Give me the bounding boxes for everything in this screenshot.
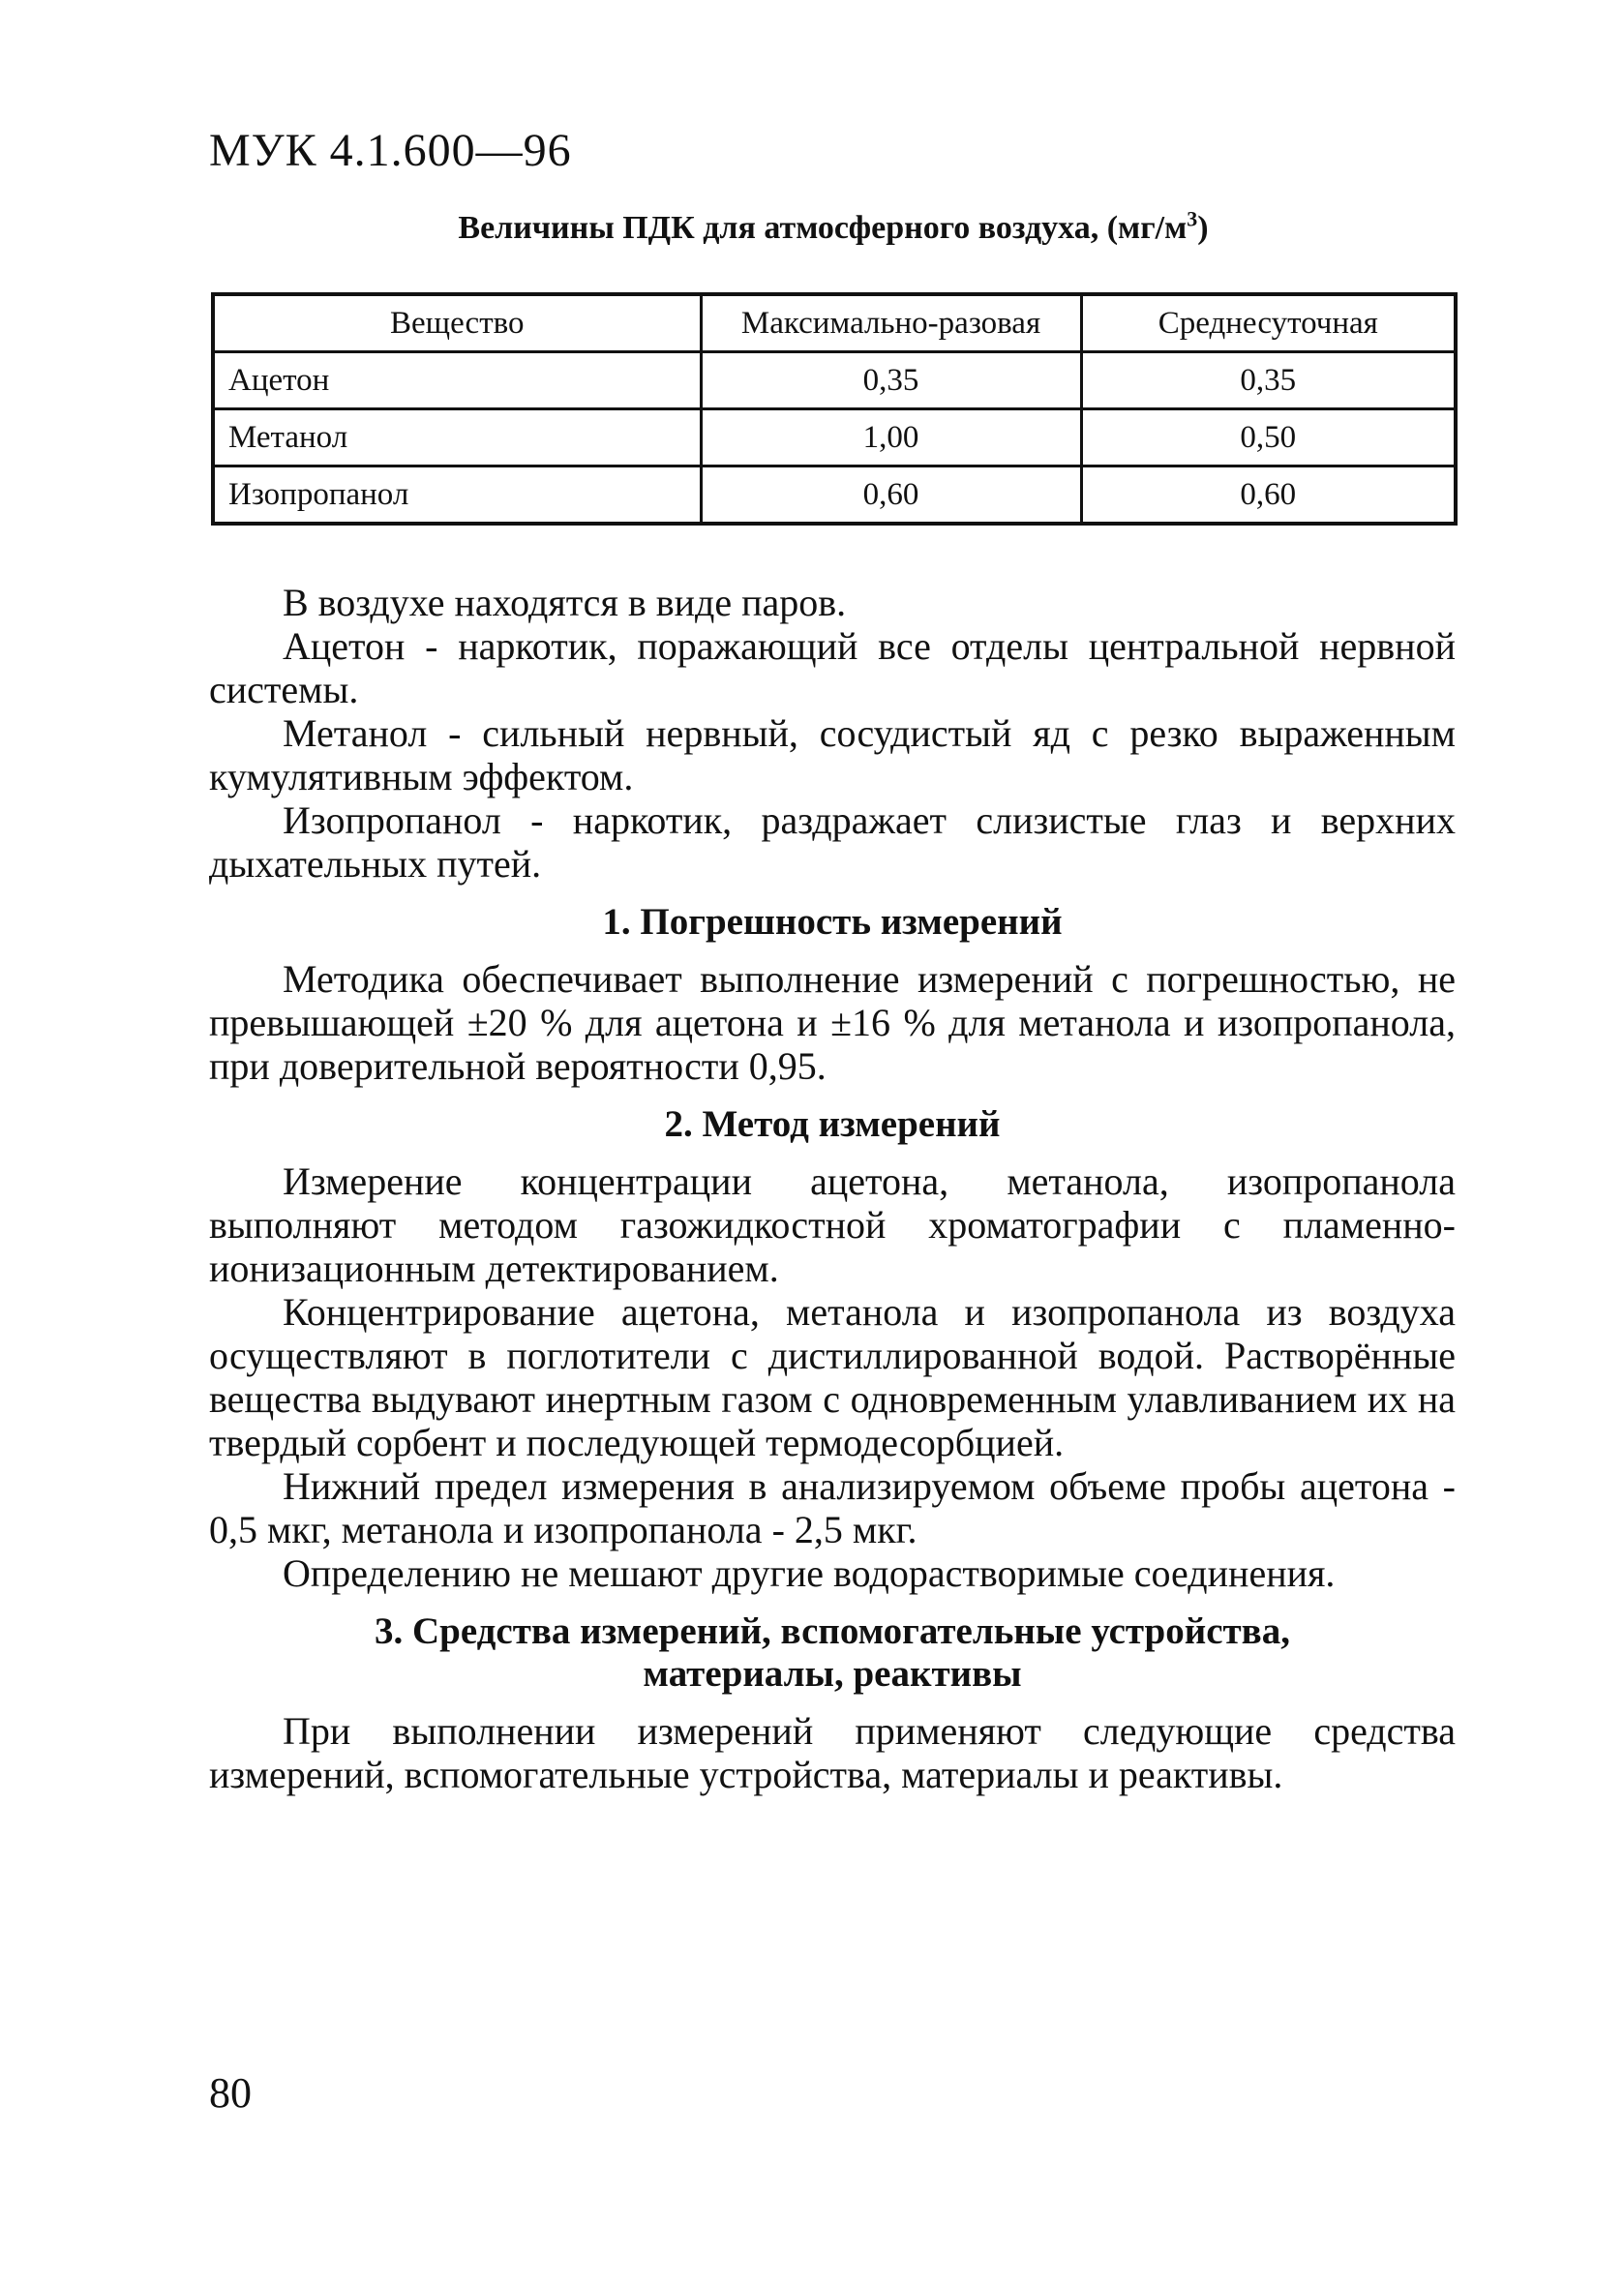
table-row bbox=[213, 409, 1456, 466]
section-paragraph: Измерение концентрации ацетона, метанола, изопропанола выполняют методом газожидкостной хроматографии с пламенно-ионизационным детектированием. bbox=[209, 1159, 1456, 1290]
table-title-end: ) bbox=[1197, 210, 1209, 246]
cell-max-single: 1,00 bbox=[701, 409, 1081, 466]
cell-substance: Изопропанол bbox=[213, 466, 701, 525]
section-paragraph: Методика обеспечивает выполнение измерений с погрешностью, не превышающей ±20 % для ацетона и ±16 % для метанола и изопропанола, при доверительной вероятности 0,95. bbox=[209, 957, 1456, 1088]
cell-daily-avg: 0,60 bbox=[1081, 466, 1456, 525]
table-row bbox=[213, 352, 1456, 409]
section-paragraph: При выполнении измерений применяют следующие средства измерений, вспомогательные устройства, материалы и реактивы. bbox=[209, 1709, 1456, 1796]
table-title-superscript: 3 bbox=[1187, 206, 1198, 231]
section-heading-instruments bbox=[209, 1610, 1456, 1696]
page-number: 80 bbox=[209, 2069, 252, 2117]
section-heading-error: 1. Погрешность измерений bbox=[602, 901, 1063, 943]
section-heading-line: 3. Средства измерений, вспомогательные устройства, bbox=[375, 1610, 1290, 1652]
intro-paragraph: В воздухе находятся в виде паров. bbox=[283, 581, 847, 624]
cell-daily-avg: 0,35 bbox=[1081, 352, 1456, 409]
cell-substance: Ацетон bbox=[213, 352, 701, 409]
column-header-daily-avg: Среднесуточная bbox=[1081, 294, 1456, 352]
cell-max-single: 0,35 bbox=[701, 352, 1081, 409]
cell-max-single: 0,60 bbox=[701, 466, 1081, 525]
table-title-text: Величины ПДК для атмосферного воздуха, (мг/м bbox=[458, 210, 1188, 246]
cell-daily-avg: 0,50 bbox=[1081, 409, 1456, 466]
intro-paragraph: Ацетон - наркотик, поражающий все отделы центральной нервной системы. bbox=[209, 624, 1456, 711]
section-paragraph: Нижний предел измерения в анализируемом объеме пробы ацетона - 0,5 мкг, метанола и изопропанола - 2,5 мкг. bbox=[209, 1464, 1456, 1551]
table-header-row bbox=[213, 294, 1456, 352]
column-header-max-single: Максимально-разовая bbox=[701, 294, 1081, 352]
section-paragraph: Концентрирование ацетона, метанола и изопропанола из воздуха осуществляют в поглотители с дистиллированной водой. Растворённые вещества выдувают инертным газом с одновременным улавливанием их на твердый сорбент и последующей термодесорбцией. bbox=[209, 1290, 1456, 1464]
pdk-table bbox=[211, 292, 1458, 526]
table-title bbox=[209, 207, 1458, 250]
section-heading-method: 2. Метод измерений bbox=[664, 1103, 1001, 1145]
table-row bbox=[213, 466, 1456, 525]
column-header-substance: Вещество bbox=[213, 294, 701, 352]
body-text bbox=[209, 581, 1456, 1796]
section-heading-line: материалы, реактивы bbox=[643, 1653, 1022, 1695]
intro-paragraph: Изопропанол - наркотик, раздражает слизистые глаз и верхних дыхательных путей. bbox=[209, 798, 1456, 886]
intro-paragraph: Метанол - сильный нервный, сосудистый яд с резко выраженным кумулятивным эффектом. bbox=[209, 711, 1456, 798]
cell-substance: Метанол bbox=[213, 409, 701, 466]
section-paragraph: Определению не мешают другие водорастворимые соединения. bbox=[283, 1551, 1336, 1595]
document-code-header: МУК 4.1.600—96 bbox=[209, 125, 572, 176]
